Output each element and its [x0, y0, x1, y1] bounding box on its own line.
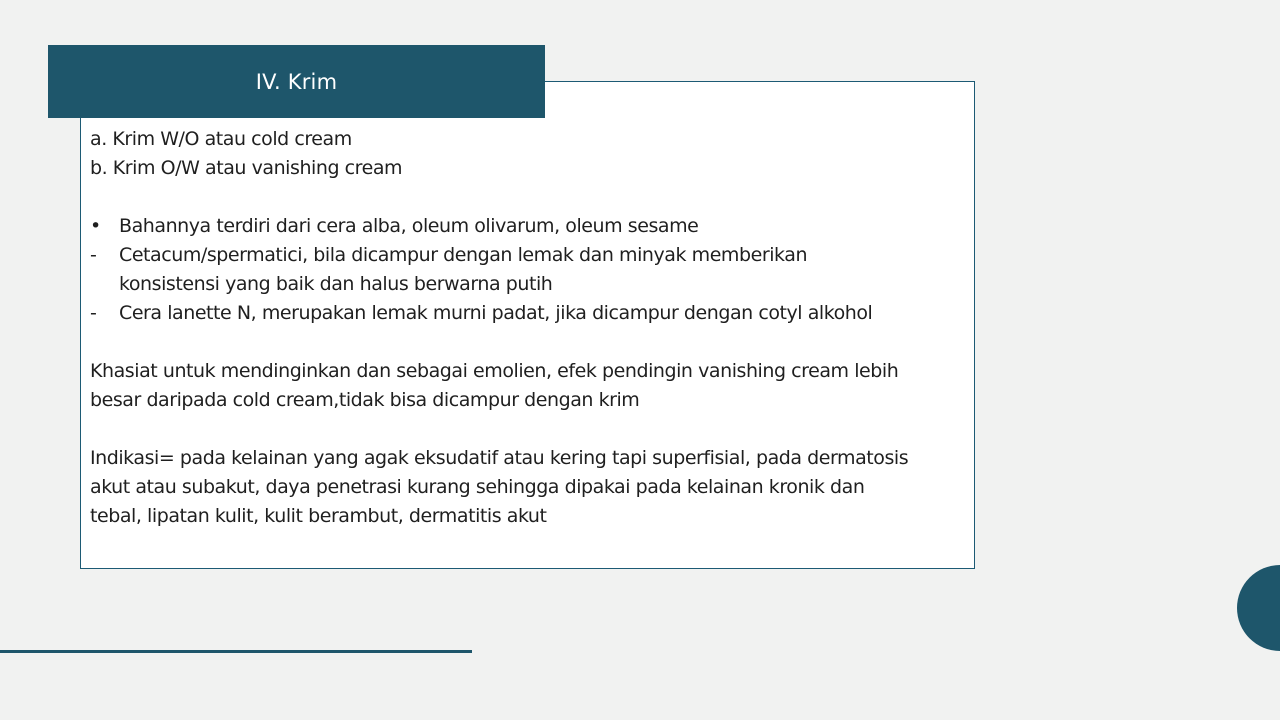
slide-body: [90, 125, 980, 531]
bullet-marker: •: [90, 215, 101, 237]
spacer: [90, 328, 980, 357]
slide-title: [48, 45, 545, 118]
dash-item-line: konsistensi yang baik dan halus berwarna putih: [119, 273, 553, 295]
dash-item-text: [119, 241, 807, 299]
indikasi-paragraph: [90, 444, 980, 531]
type-line-a: a. Krim W/O atau cold cream: [90, 128, 352, 150]
dash-item-cera-lanette: [90, 299, 980, 328]
decorative-circle: [1237, 565, 1280, 651]
paragraph-line: besar daripada cold cream,tidak bisa dicampur dengan krim: [90, 389, 640, 411]
paragraph-line: akut atau subakut, daya penetrasi kurang sehingga dipakai pada kelainan kronik dan: [90, 476, 865, 498]
dash-marker: -: [90, 244, 97, 266]
khasiat-paragraph: [90, 357, 980, 415]
decorative-line: [0, 650, 472, 653]
paragraph-line: Khasiat untuk mendinginkan dan sebagai emolien, efek pendingin vanishing cream lebih: [90, 360, 899, 382]
type-line-b: b. Krim O/W atau vanishing cream: [90, 157, 403, 179]
bullet-text: Bahannya terdiri dari cera alba, oleum olivarum, oleum sesame: [119, 215, 699, 237]
spacer: [90, 183, 980, 212]
dash-item-text: [119, 299, 872, 328]
bullet-item: [90, 212, 980, 241]
paragraph-line: tebal, lipatan kulit, kulit berambut, dermatitis akut: [90, 505, 547, 527]
dash-item-line: Cera lanette N, merupakan lemak murni padat, jika dicampur dengan cotyl alkohol: [119, 302, 873, 324]
spacer: [90, 415, 980, 444]
slide-title-text: IV. Krim: [255, 69, 338, 94]
dash-item-line: Cetacum/spermatici, bila dicampur dengan lemak dan minyak memberikan: [119, 244, 808, 266]
paragraph-line: Indikasi= pada kelainan yang agak eksudatif atau kering tapi superfisial, pada dermatosis: [90, 447, 909, 469]
dash-marker: -: [90, 302, 97, 324]
dash-item-cetacum: [90, 241, 980, 299]
